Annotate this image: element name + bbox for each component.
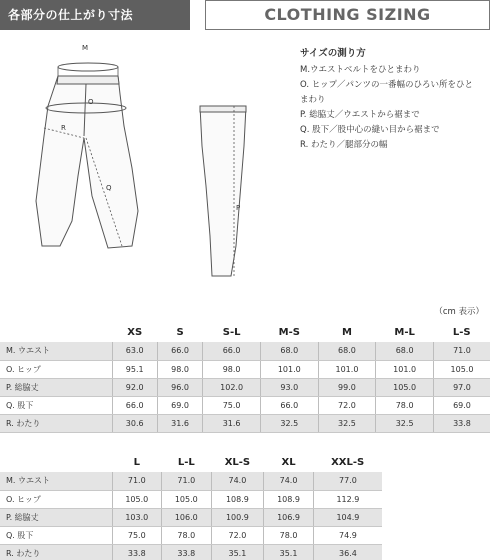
size-header: XXL-S (331, 456, 365, 468)
label-q: Q (106, 184, 112, 192)
size-header: XS (127, 326, 143, 338)
row-label: R. わたり (0, 544, 112, 560)
table-cell: 33.8 (433, 414, 490, 432)
guide-line: R. わたり／腿部分の幅 (300, 140, 388, 150)
size-header: S (176, 326, 184, 338)
table-row (0, 526, 382, 544)
table-cell: 93.0 (260, 378, 318, 396)
row-label: M. ウエスト (0, 342, 112, 360)
size-header: XL (281, 456, 296, 468)
table-cell: 32.5 (318, 414, 376, 432)
table-cell: 105.0 (376, 378, 434, 396)
unit-note: （cm 表示） (434, 307, 484, 317)
table-cell: 105.0 (162, 490, 212, 508)
table-cell: 104.9 (313, 508, 382, 526)
table-cell: 95.1 (112, 360, 157, 378)
size-header: XL-S (224, 456, 251, 468)
size-header: L-S (452, 326, 471, 338)
table-cell: 72.0 (211, 526, 264, 544)
table-cell: 33.8 (162, 544, 212, 560)
table-row (0, 472, 382, 490)
title-jp: 各部分の仕上がり寸法 (0, 0, 190, 30)
table-cell: 96.0 (157, 378, 202, 396)
table-cell: 36.4 (313, 544, 382, 560)
label-m: M (82, 44, 89, 52)
table-cell: 97.0 (433, 378, 490, 396)
table-cell: 31.6 (203, 414, 261, 432)
table-cell: 78.0 (376, 396, 434, 414)
table-cell: 68.0 (260, 342, 318, 360)
row-label: R. わたり (0, 414, 112, 432)
table-cell: 108.9 (211, 490, 264, 508)
row-label: M. ウエスト (0, 472, 112, 490)
label-p: P (236, 204, 241, 212)
table-cell: 66.0 (260, 396, 318, 414)
waist-ring (58, 63, 118, 71)
table-cell: 72.0 (318, 396, 376, 414)
table-cell: 100.9 (211, 508, 264, 526)
side-pants-drawing (200, 106, 246, 276)
table-cell: 106.9 (264, 508, 314, 526)
size-header: M-L (394, 326, 415, 338)
table-cell: 75.0 (203, 396, 261, 414)
table-cell: 71.0 (433, 342, 490, 360)
size-table-2 (0, 452, 382, 560)
row-label: P. 総脇丈 (0, 378, 112, 396)
table-cell: 99.0 (318, 378, 376, 396)
table-cell: 92.0 (112, 378, 157, 396)
table-cell: 66.0 (203, 342, 261, 360)
table-cell: 78.0 (264, 526, 314, 544)
title-en: CLOTHING SIZING (205, 0, 490, 30)
table-cell: 101.0 (376, 360, 434, 378)
table-row (0, 342, 490, 360)
table-row (0, 396, 490, 414)
guide-line: まわり (300, 95, 326, 105)
table-cell: 75.0 (112, 526, 162, 544)
table-cell: 69.0 (433, 396, 490, 414)
table-cell: 101.0 (318, 360, 376, 378)
table-cell: 69.0 (157, 396, 202, 414)
table-cell: 71.0 (162, 472, 212, 490)
size-header: L-L (177, 456, 195, 468)
table-row (0, 490, 382, 508)
table-cell: 105.0 (433, 360, 490, 378)
size-table-1 (0, 322, 490, 433)
table-cell: 98.0 (203, 360, 261, 378)
table-row (0, 508, 382, 526)
table-cell: 74.0 (264, 472, 314, 490)
table-cell: 98.0 (157, 360, 202, 378)
label-r: R (61, 124, 66, 132)
table-row (0, 544, 382, 560)
table-cell: 35.1 (211, 544, 264, 560)
label-o: O (88, 98, 94, 106)
measurement-guide (300, 46, 490, 153)
size-header: S-L (222, 326, 241, 338)
row-label: Q. 股下 (0, 526, 112, 544)
table-cell: 71.0 (112, 472, 162, 490)
table-cell: 63.0 (112, 342, 157, 360)
table-cell: 68.0 (376, 342, 434, 360)
table-row (0, 414, 490, 432)
guide-line: O. ヒップ／パンツの一番幅のひろい所をひと (300, 80, 473, 90)
table-cell: 66.0 (157, 342, 202, 360)
table-cell: 33.8 (112, 544, 162, 560)
table-cell: 112.9 (313, 490, 382, 508)
table-cell: 68.0 (318, 342, 376, 360)
row-label: P. 総脇丈 (0, 508, 112, 526)
table-cell: 66.0 (112, 396, 157, 414)
table-row (0, 360, 490, 378)
guide-line: M.ウエストベルトをひとまわり (300, 65, 421, 75)
size-header: M (341, 326, 352, 338)
table-cell: 30.6 (112, 414, 157, 432)
front-pants-drawing (36, 76, 138, 248)
table-cell: 77.0 (313, 472, 382, 490)
page-header (0, 0, 490, 30)
guide-line: Q. 股下／股中心の縫い目から裾まで (300, 125, 440, 135)
table-cell: 101.0 (260, 360, 318, 378)
size-header-row (0, 322, 490, 342)
header-blank (0, 322, 112, 342)
table-cell: 106.0 (162, 508, 212, 526)
guide-title: サイズの測り方 (300, 48, 366, 59)
size-header: L (133, 456, 140, 468)
table-cell: 74.9 (313, 526, 382, 544)
table-cell: 78.0 (162, 526, 212, 544)
header-blank (0, 452, 112, 472)
row-label: O. ヒップ (0, 490, 112, 508)
size-header-row (0, 452, 382, 472)
row-label: O. ヒップ (0, 360, 112, 378)
guide-line: P. 総脇丈／ウエストから裾まで (300, 110, 420, 120)
table-cell: 74.0 (211, 472, 264, 490)
table-cell: 32.5 (376, 414, 434, 432)
table-cell: 108.9 (264, 490, 314, 508)
table-cell: 31.6 (157, 414, 202, 432)
row-label: Q. 股下 (0, 396, 112, 414)
table-cell: 35.1 (264, 544, 314, 560)
table-row (0, 378, 490, 396)
table-cell: 105.0 (112, 490, 162, 508)
table-cell: 103.0 (112, 508, 162, 526)
pants-illustration (0, 36, 300, 296)
table-cell: 32.5 (260, 414, 318, 432)
size-header: M-S (278, 326, 300, 338)
table-cell: 102.0 (203, 378, 261, 396)
